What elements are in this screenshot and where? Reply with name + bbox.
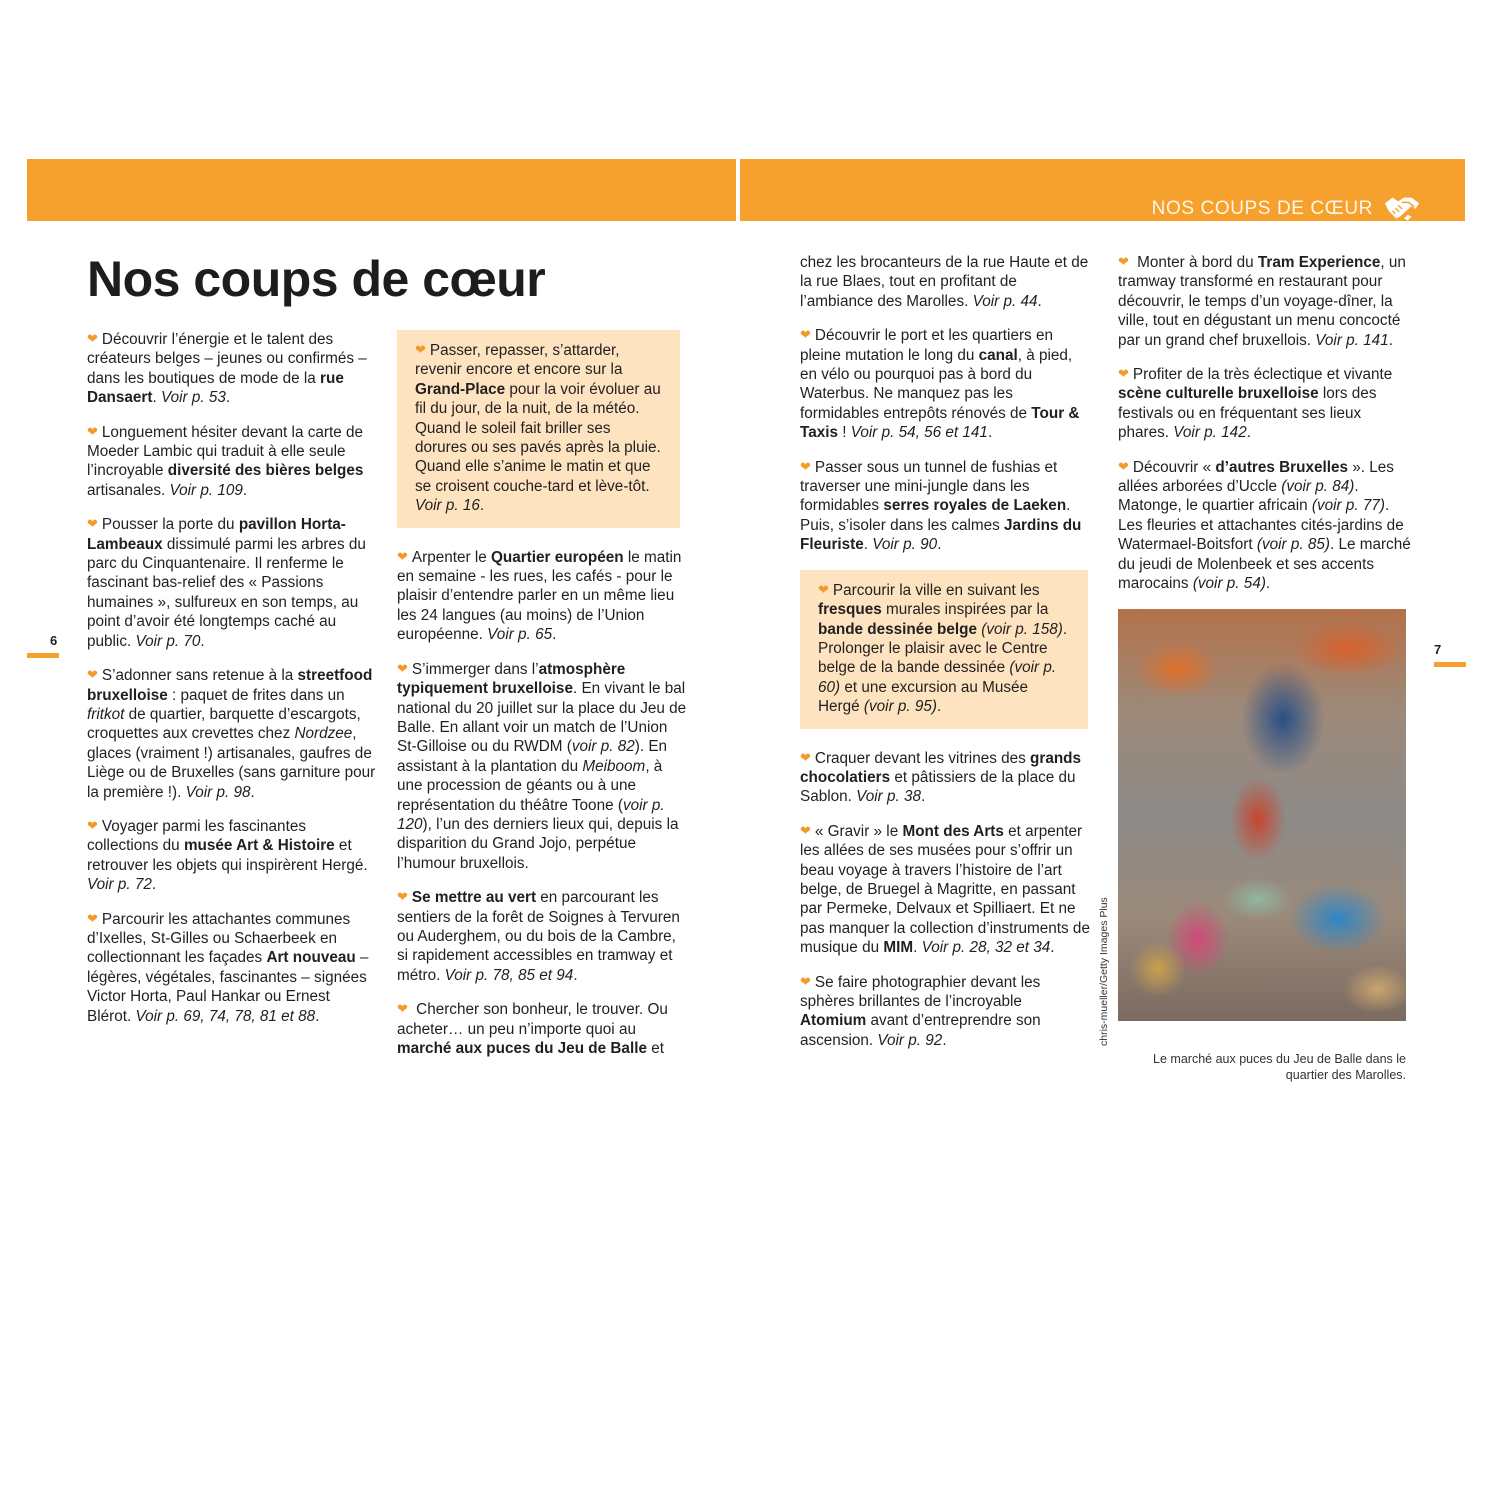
text-run: , un tramway transformé en restaurant pour découvrir, le temps d’un voyage-dîner, la ville, tout en dégustant un menu concocté par un grand chef bruxellois.	[1118, 254, 1406, 349]
text-run: .	[552, 626, 557, 644]
list-item	[800, 973, 1092, 1051]
text-run: .	[573, 966, 578, 984]
list-item	[1118, 253, 1414, 350]
page-reference: Voir p. 98	[185, 783, 251, 801]
text-run: et arpenter les allées de ses musées pour s’offrir un beau voyage à travers l’histoire de l’art belge, de Bruegel à Magritte, en passant par Permeke, Delvaux et Spilliaert. Et ne pas manquer la collection d’instruments de musique du	[800, 822, 1090, 957]
text-run: S’immerger dans l’	[411, 660, 539, 678]
text-run: .	[921, 788, 926, 806]
page-reference: Voir p. 109	[169, 481, 243, 499]
text-run: artisanales.	[87, 481, 170, 499]
column-4	[1118, 253, 1414, 1021]
text-run: Passer sous un tunnel de fushias et traverser une mini-jungle dans les formidables	[800, 458, 1058, 515]
heart-icon: ❤	[87, 667, 98, 683]
page-reference: Voir p. 78, 85 et 94	[444, 966, 574, 984]
heart-icon: ❤	[800, 458, 811, 474]
list-item	[1118, 458, 1414, 594]
text-run: .	[987, 424, 993, 442]
page-reference: fritkot	[87, 705, 125, 723]
text-run: . En vivant le bal national du 20 juillet sur la place du Jeu de Balle. En allant voir un match de l’Union St-Gilloise ou du RWDM (	[397, 680, 687, 756]
text-run: Profiter de la très éclectique et vivante	[1132, 366, 1393, 384]
header-band-right	[740, 159, 1465, 221]
page-title: Nos coups de cœur	[87, 251, 546, 307]
page-reference: Nordzee	[294, 725, 353, 743]
list-item	[800, 749, 1092, 807]
text-run: dissimulé parmi les arbres du parc du Cinquantenaire. Il renferme le fascinant bas-relief des « Passions humaines », sulfureux en son temps, au point d’avoir été longtemps caché au public.	[87, 535, 366, 650]
text-run: .	[937, 698, 942, 716]
page-reference: Voir p. 142	[1173, 424, 1247, 442]
bold-highlight: Tram Experience	[1257, 254, 1381, 271]
text-run: Arpenter le	[411, 548, 491, 566]
text-run: .	[152, 389, 161, 407]
bold-highlight: grands chocolatiers	[800, 749, 1082, 786]
highlight-box	[800, 570, 1088, 729]
page-number-right: 7	[1434, 642, 1442, 657]
bold-highlight: serres royales de Laeken	[883, 497, 1067, 515]
bold-highlight: Tour & Taxis	[800, 404, 1080, 442]
text-run: .	[225, 389, 231, 407]
page-reference: Voir p. 72	[87, 876, 152, 894]
text-run: .	[1388, 331, 1393, 349]
text-run: Pousser la porte du	[101, 516, 239, 534]
bold-highlight: diversité des bières belges	[167, 462, 364, 480]
folio-bar-right	[1434, 662, 1466, 667]
bold-highlight: Quartier européen	[490, 548, 624, 566]
bold-highlight: pavillon Horta-Lambeaux	[87, 516, 346, 553]
flea-market-photo	[1118, 609, 1406, 1021]
text-run: murales inspirées par la	[881, 601, 1049, 619]
text-run: . Matonge, le quartier africain	[1118, 478, 1359, 515]
heart-icon: ❤	[818, 581, 829, 597]
heart-icon: ❤	[800, 327, 811, 343]
text-run: .	[937, 536, 942, 554]
text-run: .	[479, 497, 485, 515]
list-item	[87, 817, 377, 895]
text-run: Chercher son bonheur, le trouver. Ou acheter… un peu n’importe quoi au	[397, 1001, 668, 1038]
text-run: .	[1050, 939, 1055, 957]
page-reference: (voir p. 77)	[1311, 497, 1385, 515]
list-item	[800, 326, 1092, 442]
bold-highlight: marché aux puces du Jeu de Balle	[397, 1040, 647, 1057]
heart-icon: ❤	[397, 660, 408, 676]
text-run: . Puis, s’isoler dans les calmes	[800, 497, 1071, 534]
bold-highlight: MIM	[883, 939, 914, 957]
text-run: Passer, repasser, s’attarder, revenir encore et encore sur la	[415, 342, 623, 379]
heart-icon: ❤	[87, 910, 98, 926]
list-item	[800, 822, 1092, 958]
handshake-icon	[1383, 193, 1421, 225]
bold-highlight: Se mettre au vert	[411, 889, 537, 907]
text-run: Parcourir la ville en suivant les	[832, 581, 1040, 599]
header-band-left	[27, 159, 736, 221]
text-run: .	[242, 481, 248, 499]
text-run: S’adonner sans retenue à la	[101, 667, 298, 685]
column-3	[800, 253, 1092, 1065]
list-item	[397, 1000, 687, 1058]
text-run: , à pied, en vélo ou pourquoi pas à bord du Waterbus. Ne manquez pas les formidables entrepôts rénovés de	[800, 346, 1073, 422]
page-reference: Voir p. 141	[1315, 331, 1389, 349]
text-run: !	[837, 424, 851, 442]
text-run: . Prolonger le plaisir avec le Centre belge de la bande dessinée	[818, 620, 1068, 677]
list-item	[87, 515, 377, 651]
text-run: de quartier, barquette d’escargots, croquettes aux crevettes chez	[87, 705, 361, 743]
list-item	[87, 666, 377, 802]
heart-icon: ❤	[1118, 366, 1129, 382]
page-reference: Voir p. 53	[160, 389, 226, 407]
text-run: et retrouver les objets qui inspirèrent Hergé.	[87, 837, 368, 874]
text-run: ). En assistant à la plantation du	[397, 738, 668, 775]
bold-highlight: rue Dansaert	[87, 369, 344, 407]
text-run: .	[942, 1031, 947, 1049]
page-number-left: 6	[50, 633, 58, 648]
folio-bar-left	[27, 653, 59, 658]
text-run: ), l’un des derniers lieux qui, depuis la disparition du Grand Jojo, perpétue l’humour bruxellois.	[397, 815, 679, 872]
bold-highlight: musée Art & Histoire	[183, 837, 335, 855]
page-reference: Meiboom	[582, 757, 646, 775]
list-item	[800, 458, 1092, 555]
bold-highlight: Grand-Place	[415, 380, 506, 398]
highlight-box	[397, 330, 680, 528]
page-reference: Voir p. 16	[415, 497, 480, 515]
text-run: Longuement hésiter devant la carte de Moeder Lambic qui traduit à elle seule l’incroyable	[87, 423, 363, 480]
list-item	[1118, 365, 1414, 443]
text-run: : paquet de frites dans un	[167, 686, 345, 704]
bold-highlight: canal	[978, 346, 1018, 364]
heart-icon: ❤	[87, 331, 98, 346]
page-reference: voir p. 82	[571, 738, 635, 756]
column-4-items	[1118, 253, 1414, 594]
text-run: avant d’entreprendre son ascension.	[800, 1012, 1041, 1049]
text-run: et pâtissiers de la place du Sablon.	[800, 768, 1076, 806]
heart-icon: ❤	[415, 342, 426, 357]
list-item	[397, 660, 687, 873]
heart-icon: ❤	[800, 822, 811, 838]
page-reference: Voir p. 54, 56 et 141	[850, 424, 988, 442]
bold-highlight: d’autres Bruxelles	[1215, 458, 1349, 476]
page-reference: Voir p. 70	[135, 632, 201, 650]
text-run: Monter à bord du	[1132, 254, 1258, 271]
text-run: .	[863, 536, 873, 554]
text-run: .	[913, 939, 922, 957]
text-run: lors des festivals ou en fréquentant ses lieux phares.	[1118, 385, 1377, 442]
page-reference: Voir p. 92	[877, 1031, 943, 1049]
bold-highlight: Jardins du Fleuriste	[800, 516, 1082, 554]
text-run: Découvrir le port et les quartiers en pleine mutation le long du	[800, 327, 1053, 364]
bold-highlight: bande dessinée belge	[818, 620, 977, 638]
text-run: .	[200, 632, 205, 650]
heart-icon: ❤	[1118, 254, 1129, 269]
text-run: . Les fleuries et attachantes cités-jardins de Watermael-Boitsfort	[1118, 497, 1404, 554]
text-run: .	[250, 783, 255, 801]
text-run: Craquer devant les vitrines des	[814, 749, 1031, 767]
list-item	[87, 330, 377, 408]
heart-icon: ❤	[87, 423, 98, 439]
text-run: le matin en semaine - les rues, les cafés - pour le plaisir d’entendre parler en un même lieu les 24 langues (au moins) de l’Union européenne.	[397, 548, 682, 644]
column-2	[397, 330, 687, 1073]
heart-icon: ❤	[397, 889, 408, 905]
list-item	[397, 888, 687, 985]
text-run: , à une procession de géants ou à une représentation du théâtre Toone (	[397, 757, 663, 814]
text-run: .	[1265, 575, 1271, 593]
page-reference: Voir p. 44	[972, 292, 1038, 310]
text-run: .	[1037, 292, 1042, 310]
text-run: Découvrir l’énergie et le talent des créateurs belges – jeunes ou confirmés – dans les boutiques de mode de la	[87, 331, 367, 387]
text-run: Parcourir les attachantes communes d’Ixelles, St-Gilles ou Schaerbeek en collectionnant les façades	[87, 910, 351, 967]
page-reference: Voir p. 90	[872, 536, 938, 554]
page-reference: (voir p. 85)	[1256, 536, 1330, 554]
bold-highlight: scène culturelle bruxelloise	[1118, 385, 1319, 403]
bold-highlight: Art nouveau	[266, 949, 356, 967]
page-reference: Voir p. 38	[856, 788, 922, 806]
bold-highlight: atmosphère typiquement bruxelloise	[397, 660, 626, 698]
text-run: ». Les allées arborées d’Uccle	[1118, 458, 1394, 496]
heart-icon: ❤	[397, 548, 408, 564]
page-reference: (voir p. 54)	[1192, 575, 1266, 593]
text-run: .	[151, 876, 157, 894]
page-reference: (voir p. 158)	[981, 620, 1063, 638]
running-head-label: NOS COUPS DE CŒUR	[1151, 198, 1373, 219]
text-run: en parcourant les sentiers de la forêt de Soignes à Tervuren ou Auderghem, ou du bois de la Cambre, si rapidement accessibles en tramway et métro.	[397, 889, 680, 984]
page-reference: Voir p. 28, 32 et 34	[921, 939, 1051, 957]
list-item	[800, 253, 1092, 311]
bold-highlight: Mont des Arts	[902, 822, 1004, 840]
text-run: . Le marché du jeudi de Molenbeek et ses accents marocains	[1118, 536, 1411, 593]
bold-highlight: Atomium	[800, 1012, 867, 1030]
heart-icon: ❤	[87, 817, 98, 833]
text-run: « Gravir » le	[814, 822, 903, 840]
text-run: .	[315, 1007, 320, 1025]
text-run: et	[646, 1040, 664, 1057]
page-reference: (voir p. 60)	[818, 659, 1057, 696]
page-reference: Voir p. 65	[487, 626, 553, 644]
list-item	[87, 910, 377, 1026]
heart-icon: ❤	[87, 516, 98, 532]
page-reference: Voir p. 69, 74, 78, 81 et 88	[135, 1007, 316, 1025]
photo-image	[1118, 609, 1406, 1021]
heart-icon: ❤	[397, 1001, 408, 1017]
list-item	[397, 548, 687, 645]
text-run: pour la voir évoluer au fil du jour, de la nuit, de la météo. Quand le soleil fait briller ses dorures ou ses pavés après la pluie. Quand elle s’anime le matin et que se croisent couche-tard et lève-tôt.	[415, 380, 661, 495]
heart-icon: ❤	[800, 973, 811, 989]
text-run: , glaces (vraiment !) artisanales, gaufres de Liège ou de Bruxelles (sans garniture pour la première !).	[87, 725, 376, 801]
text-run: Découvrir «	[1132, 458, 1216, 476]
photo-caption: Le marché aux puces du Jeu de Balle dans le quartier des Marolles.	[1153, 1052, 1406, 1082]
bold-highlight: fresques	[818, 601, 882, 619]
page-reference: (voir p. 84)	[1281, 478, 1355, 496]
text-run: .	[1246, 424, 1251, 442]
heart-icon: ❤	[800, 749, 811, 765]
text-run: Voyager parmi les fascinantes collections du	[87, 817, 306, 855]
text-run: Se faire photographier devant les sphères brillantes de l’incroyable	[800, 973, 1041, 1010]
column-1	[87, 330, 377, 1041]
photo-credit: chris-mueller/Getty Images Plus	[1098, 897, 1110, 1046]
bold-highlight: streetfood bruxelloise	[87, 667, 373, 704]
text-run: chez les brocanteurs de la rue Haute et de la rue Blaes, tout en profitant de l’ambiance des Marolles.	[800, 254, 1089, 310]
running-head	[1152, 193, 1421, 225]
page-reference: voir p. 120	[397, 796, 665, 833]
heart-icon: ❤	[1118, 458, 1129, 474]
page-reference: (voir p. 95)	[863, 698, 938, 716]
text-run: – légères, végétales, fascinantes – signées Victor Horta, Paul Hankar ou Ernest Blérot.	[87, 949, 369, 1025]
text-run: et une excursion au Musée Hergé	[818, 678, 1029, 716]
list-item	[87, 423, 377, 501]
